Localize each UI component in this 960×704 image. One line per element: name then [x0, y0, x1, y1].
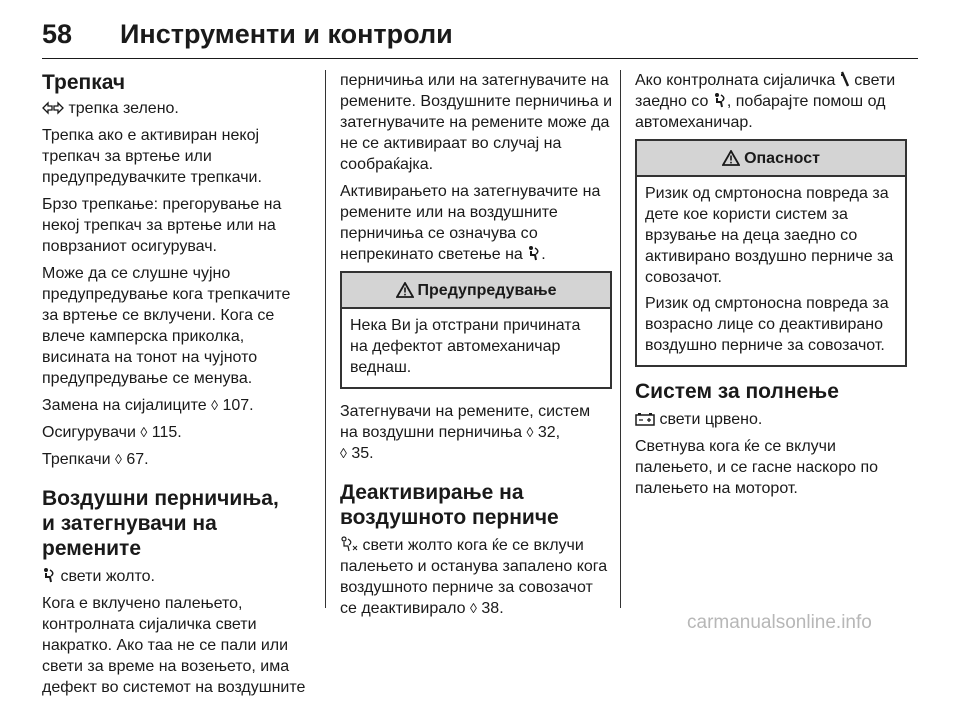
cross-reference[interactable]: Осигурувачи ◊ 115. [42, 424, 182, 441]
page-header [42, 14, 453, 54]
danger-text: Ризик од смртоносна повреда за дете кое користи систем за врзување на деца заедно со активирано воздушно перниче за совозачот. [645, 185, 894, 286]
battery-icon [635, 412, 655, 426]
trailer-indicator-line: трепка зелено. [42, 98, 308, 119]
column-3 [635, 70, 907, 505]
page-title: Инструменти и контроли [120, 18, 453, 49]
paragraph: свети жолто кога ќе се вклучи палењето и останува запалено кога воздушното перниче за совозачот се деактивирало ◊ 38. [340, 537, 608, 617]
airbag-icon [42, 567, 56, 583]
paragraph: Брзо трепкање: прегорување на некој трепкач за вртење или на поврзаниот осигурувач. [42, 196, 282, 255]
column-1 [42, 70, 308, 704]
paragraph: Може да се слушне чујно предупредување кога трепкачите за вртење се вклучени. Кога се влече камперска приколка, висината на тонот на чујното предупредување се менува. [42, 265, 291, 387]
paragraph: Ако контролната сијаличка свети заедно со , побарајте помош од автомеханичар. [635, 72, 896, 131]
danger-box [635, 139, 907, 367]
charging-indicator-line: свети црвено. [635, 409, 907, 430]
column-2 [340, 70, 612, 625]
seatbelt-icon [840, 71, 850, 87]
warning-box [340, 271, 612, 389]
reference-arrow-icon: ◊ [211, 397, 219, 413]
warning-text: Нека Ви ја отстрани причината на дефектот автомеханичар веднаш. [350, 317, 581, 376]
header-rule [42, 58, 918, 59]
reference-arrow-icon: ◊ [470, 600, 477, 616]
reference-arrow-icon: ◊ [140, 424, 148, 440]
paragraph: Трепка ако е активиран некој трепкач за вртење или предупредувачките трепкачи. [42, 127, 262, 186]
reference-arrow-icon: ◊ [340, 445, 347, 461]
danger-box-header: Опасност [637, 141, 905, 177]
airbag-off-icon [340, 536, 358, 552]
paragraph: перничиња или на затегнувачите на ремените. Воздушните перничиња и затегнувачите на ремените може да не се активираат во случај на сообраќајка. [340, 72, 613, 173]
warning-triangle-icon [396, 282, 414, 298]
warning-triangle-icon [722, 150, 740, 166]
paragraph: Активирањето на затегнувачите на ремените или на воздушните перничиња се означува со непрекинато светење на . [340, 183, 601, 263]
section-heading-airbags: Воздушни перничиња, и затегнувачи на ремените [42, 487, 279, 560]
paragraph: Кога е вклучено палењето, контролната сијаличка свети накратко. Ако таа не се пали или свети за време на возењето, има дефект во системот на воздушните [42, 595, 306, 696]
section-heading-deactivation: Деактивирање на воздушното перниче [340, 481, 559, 529]
cross-reference[interactable]: Трепкачи ◊ 67. [42, 451, 149, 468]
danger-text: Ризик од смртоносна повреда за возрасно лице со деактивирано воздушно перниче за совозачот. [645, 295, 889, 354]
cross-reference[interactable]: Затегнувачи на ремените, систем на воздушни перничиња ◊ 32, ◊ 35. [340, 403, 591, 462]
column-divider [325, 70, 326, 608]
paragraph: Светнува кога ќе се вклучи палењето, и се гасне наскоро по палењето на моторот. [635, 438, 879, 497]
section-heading-trailer: Трепкач [42, 71, 126, 94]
warning-box-header: Предупредување [342, 273, 610, 309]
watermark: carmanualsonline.info [687, 612, 872, 633]
cross-reference[interactable]: Замена на сијалиците ◊ 107. [42, 397, 254, 414]
reference-arrow-icon: ◊ [114, 451, 122, 467]
column-divider [620, 70, 621, 608]
airbag-indicator-line: свети жолто. [42, 566, 308, 587]
airbag-icon [527, 245, 541, 261]
reference-arrow-icon: ◊ [526, 424, 534, 440]
airbag-icon [713, 92, 727, 108]
turn-signal-icon [42, 101, 64, 115]
page-number: 58 [42, 18, 73, 49]
section-heading-charging: Систем за полнење [635, 380, 839, 403]
